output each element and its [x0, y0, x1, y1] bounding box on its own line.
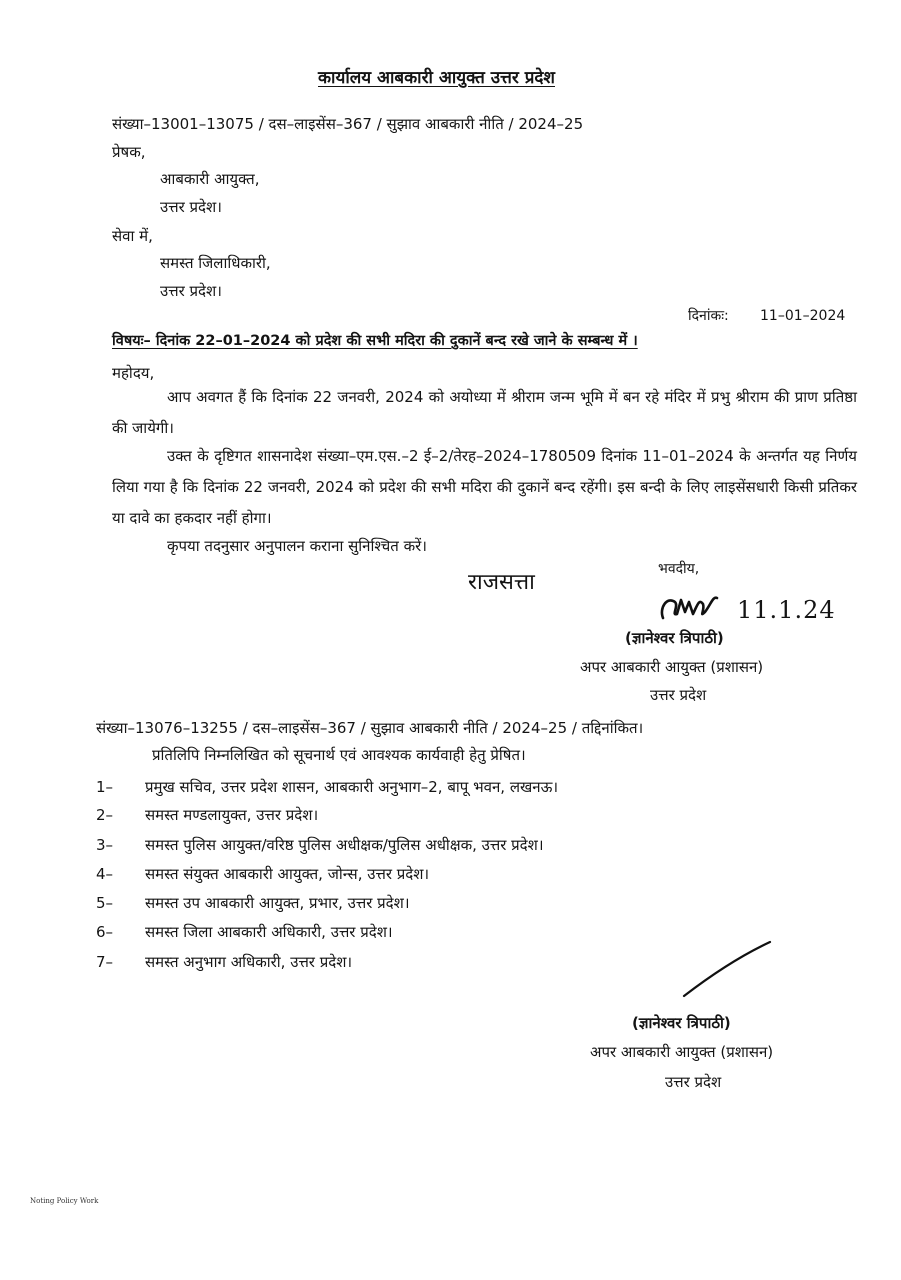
copy-signatory-state: उत्तर प्रदेश [665, 1073, 722, 1091]
footer-note: Noting Policy Work [30, 1197, 99, 1205]
watermark: राजसत्ता [468, 570, 535, 595]
office-title: कार्यालय आबकारी आयुक्त उत्तर प्रदेश [318, 68, 555, 88]
copy-item-text: प्रमुख सचिव, उत्तर प्रदेश शासन, आबकारी अनुभाग–2, बापू भवन, लखनऊ। [145, 778, 559, 796]
recipient-line-1: समस्त जिलाधिकारी, [160, 254, 271, 272]
copy-signatory-title: अपर आबकारी आयुक्त (प्रशासन) [590, 1043, 774, 1061]
copy-item-number: 7– [96, 953, 114, 971]
body-paragraph-1: आप अवगत हैं कि दिनांक 22 जनवरी, 2024 को अयोध्या में श्रीराम जन्म भूमि में बन रहे मंदिर में प्रभु श्रीराम की प्राण प्रतिष्ठा की जायेगी। [112, 388, 857, 437]
salutation: महोदय, [112, 364, 155, 382]
copy-item-text: समस्त संयुक्त आबकारी आयुक्त, जोन्स, उत्तर प्रदेश। [145, 865, 430, 883]
copy-intro: प्रतिलिपि निम्नलिखित को सूचनार्थ एवं आवश्यक कार्यवाही हेतु प्रेषित। [152, 746, 526, 764]
recipient-label: सेवा में, [112, 227, 153, 245]
copy-item-number: 2– [96, 806, 114, 824]
sender-line-2: उत्तर प्रदेश। [160, 198, 222, 216]
signatory-state: उत्तर प्रदेश [650, 686, 707, 704]
reference-number: संख्या–13001–13075 / दस–लाइसेंस–367 / सुझाव आबकारी नीति / 2024–25 [112, 115, 584, 133]
copy-reference-number: संख्या–13076–13255 / दस–लाइसेंस–367 / सुझाव आबकारी नीति / 2024–25 / तद्दिनांकित। [96, 719, 644, 737]
sender-line-1: आबकारी आयुक्त, [160, 170, 260, 188]
date-label: दिनांकः: [688, 308, 729, 324]
copy-item-text: समस्त मण्डलायुक्त, उत्तर प्रदेश। [145, 806, 319, 824]
copy-item-text: समस्त अनुभाग अधिकारी, उत्तर प्रदेश। [145, 953, 353, 971]
copy-item-number: 1– [96, 778, 114, 796]
sender-label: प्रेषक, [112, 143, 146, 161]
copy-signatory-name: (ज्ञानेश्वर त्रिपाठी) [632, 1014, 731, 1032]
closing: भवदीय, [658, 561, 700, 577]
recipient-line-2: उत्तर प्रदेश। [160, 282, 222, 300]
signatory-title: अपर आबकारी आयुक्त (प्रशासन) [580, 658, 764, 676]
copy-item-number: 4– [96, 865, 114, 883]
copy-item-number: 3– [96, 836, 114, 854]
signature-1-scribble [655, 588, 735, 628]
copy-item-number: 5– [96, 894, 114, 912]
signatory-name: (ज्ञानेश्वर त्रिपाठी) [625, 629, 724, 647]
body-paragraph-3: कृपया तदनुसार अनुपालन कराना सुनिश्चित करें। [167, 537, 427, 555]
subject-line: विषयः– दिनांक 22–01–2024 को प्रदेश की सभी मदिरा की दुकानें बन्द रखे जाने के सम्बन्ध में । [112, 333, 638, 349]
signature-date: 11.1.24 [737, 596, 836, 624]
date-value: 11–01–2024 [760, 308, 846, 324]
copy-item-text: समस्त उप आबकारी आयुक्त, प्रभार, उत्तर प्रदेश। [145, 894, 410, 912]
signature-2-stroke [680, 940, 780, 1000]
copy-item-number: 6– [96, 923, 114, 941]
body-paragraph-2: उक्त के दृष्टिगत शासनादेश संख्या–एम.एस.–2 ई–2/तेरह–2024–1780509 दिनांक 11–01–2024 के अन्तर्गत यह निर्णय लिया गया है कि दिनांक 22 जनवरी, 2024 को प्रदेश की सभी मदिरा की दुकानें बन्द रहेंगी। इस बन्दी के लिए लाइसेंसधारी किसी प्रतिकर या दावे का हकदार नहीं होगा। [112, 447, 857, 527]
copy-item-text: समस्त पुलिस आयुक्त/वरिष्ठ पुलिस अधीक्षक/पुलिस अधीक्षक, उत्तर प्रदेश। [145, 836, 544, 854]
copy-item-text: समस्त जिला आबकारी अधिकारी, उत्तर प्रदेश। [145, 923, 393, 941]
